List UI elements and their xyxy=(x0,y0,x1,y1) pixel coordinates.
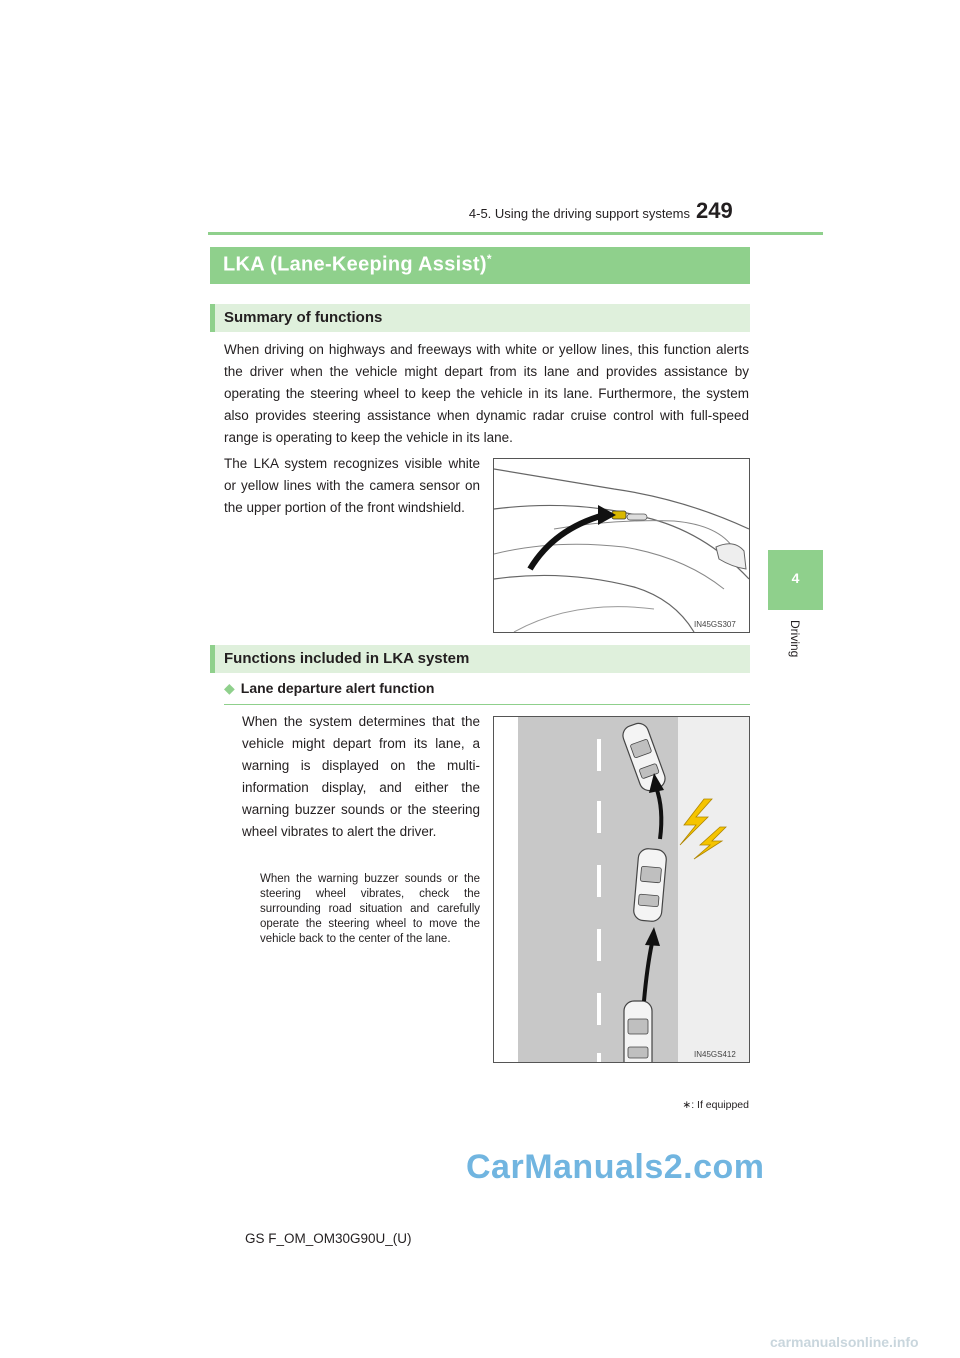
page-title-text: LKA (Lane-Keeping Assist) xyxy=(223,253,487,276)
diamond-icon: ◆ xyxy=(224,680,235,696)
header-rule xyxy=(208,232,823,235)
section-heading-summary: Summary of functions xyxy=(224,309,383,326)
page-number: 249 xyxy=(696,198,733,223)
camera-paragraph: The LKA system recognizes visible white or yellow lines with the camera sensor on the upper portion of the front windshield. xyxy=(224,456,480,515)
car-windshield-illustration xyxy=(494,459,749,632)
watermark-bottom: carmanualsonline.info xyxy=(770,1334,919,1350)
chapter-number: 4 xyxy=(791,570,800,586)
footnote-if-equipped: ∗: If equipped xyxy=(682,1099,749,1111)
footer-document-code: GS F_OM_OM30G90U_(U) xyxy=(245,1231,412,1246)
chapter-label-wrap xyxy=(780,620,810,680)
windshield-camera-figure xyxy=(493,458,750,633)
section-heading-functions: Functions included in LKA system xyxy=(224,650,470,667)
summary-paragraph: When driving on highways and freeways with white or yellow lines, this function alerts the driver when the vehicle might depart from its lane and provides assistance by operating the steering wheel to keep the vehicle in its lane. Furthermore, the system also provides steering assistance when dynamic radar cruise control with full-speed range is operating to keep the vehicle in its lane. xyxy=(224,342,749,445)
subheading-rule xyxy=(224,704,750,705)
subheading-text: Lane departure alert function xyxy=(240,680,435,696)
chapter-label: Driving xyxy=(788,620,802,658)
watermark-logo: CarManuals2.com xyxy=(466,1148,765,1186)
title-star: * xyxy=(486,252,492,266)
lane-departure-illustration xyxy=(494,717,749,1062)
lane-departure-note: When the warning buzzer sounds or the steering wheel vibrates, check the surrounding road situation and carefully operate the steering wheel to move the vehicle back to the center of the lane. xyxy=(260,873,480,945)
lane-departure-figure xyxy=(493,716,750,1063)
page-title xyxy=(223,252,492,277)
subheading-lane-departure xyxy=(224,680,434,697)
figure2-code: IN45GS412 xyxy=(694,1050,736,1059)
lane-departure-paragraph: When the system determines that the vehicle might depart from its lane, a warning is displayed on the multi-information display, and either the warning buzzer sounds or the steering wheel vibrates to alert the driver. xyxy=(242,714,480,839)
figure1-code: IN45GS307 xyxy=(694,620,736,629)
running-header-section: 4-5. Using the driving support systems xyxy=(468,206,690,221)
